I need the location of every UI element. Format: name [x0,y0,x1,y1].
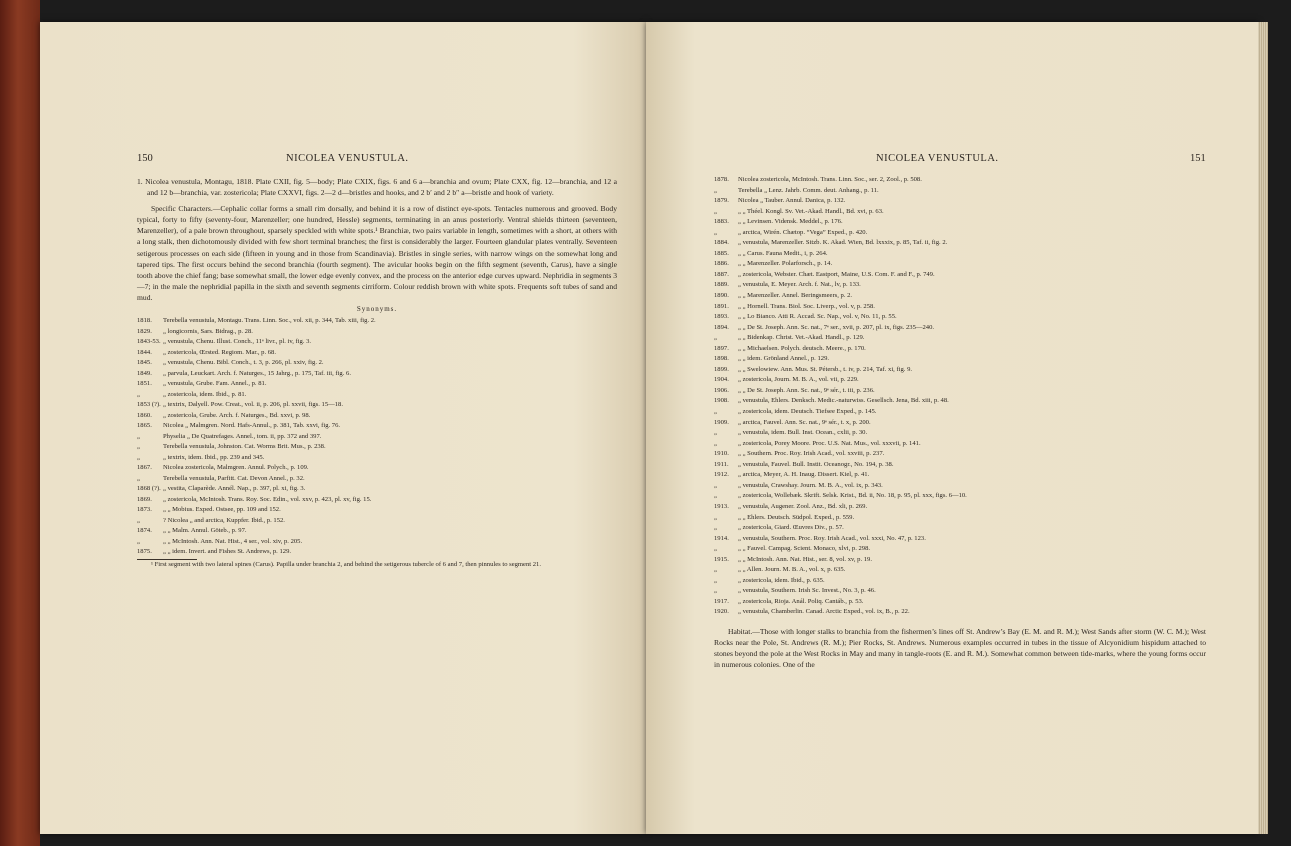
synonym-entry [714,565,1206,576]
synonym-entry [714,607,1206,618]
synonym-year: 1899. [714,365,729,373]
synonym-year: „ [714,524,717,532]
synonym-year: 1913. [714,502,729,510]
synonym-year: „ [714,576,717,584]
synonym-year: „ [714,587,717,595]
synonym-entry [137,358,617,369]
synonym-citation: „ arctica, Fauvel. Ann. Sc. nat., 9ᵉ sér., t. x, p. 200. [738,418,871,426]
synonym-citation: Nicolea „ Malmgren. Nord. Hafs-Annul., p. 381, Tab. xxvi, fig. 76. [163,422,341,430]
synonym-year: 1910. [714,450,729,458]
synonym-year: „ [714,513,717,521]
synonym-citation: „ venustula, Augener. Zool. Anz., Bd. xli, p. 269. [738,502,868,510]
synonym-year: 1885. [714,249,729,257]
synonym-citation: „ „ Hornell. Trans. Biol. Soc. Liverp., vol. v, p. 258. [738,302,875,310]
synonym-entry [714,407,1206,418]
synonym-entry [714,523,1206,534]
synonym-year: „ [137,453,140,461]
synonym-citation: „ „ Malm. Annul. Göteb., p. 97. [163,527,247,535]
synonym-entry [714,175,1206,186]
synonym-year: 1897. [714,344,729,352]
synonym-citation: „ venustula, Southern. Proc. Roy. Irish Acad., vol. xxxi, No. 47, p. 123. [738,534,926,542]
synonym-year: „ [137,443,140,451]
synonym-year: 1893. [714,313,729,321]
synonym-citation: „ venustula, Marenzeller. Sitzb. K. Akad. Wien, Bd. lxxxix, p. 85, Taf. ii, fig. 2. [738,239,948,247]
synonym-entry [714,249,1206,260]
synonym-citation: „ „ Ehlers. Deutsch. Südpol. Exped., p. 559. [738,513,855,521]
synonym-citation: „ zostericola, idem. Ibid., p. 81. [163,390,247,398]
synonym-year: 1890. [714,292,729,300]
synonym-year: 1887. [714,270,729,278]
synonym-entry [714,576,1206,587]
synonym-year: „ [714,566,717,574]
synonym-year: 1844. [137,348,152,356]
synonym-year: „ [714,429,717,437]
synonym-year: „ [714,207,717,215]
synonym-citation: „ „ Carus. Fauna Medit., i, p. 264. [738,249,828,257]
synonym-citation: „ zostericola, Porey Moore. Proc. U.S. Nat. Mus., vol. xxxvii, p. 141. [738,439,921,447]
synonym-citation: „ „ idem. Invert. and Fishes St. Andrews, p. 129. [163,548,292,556]
synonym-entry [137,316,617,327]
synonyms-heading: Synonyms. [356,305,398,314]
synonym-year: 1898. [714,355,729,363]
synonym-year: „ [137,390,140,398]
synonym-year: 1912. [714,471,729,479]
synonym-entry [137,337,617,348]
synonym-entry [137,484,617,495]
synonym-citation: „ „ Southern. Proc. Roy. Irish Acad., vol. xxviii, p. 237. [738,450,885,458]
synonym-citation: Terebella venustula, Johnston. Cat. Worms Brit. Mus., p. 238. [163,443,326,451]
synonym-entry [137,369,617,380]
synonym-citation: „ zostericola, idem. Ibid., p. 635. [738,576,825,584]
synonym-citation: „ zostericola, McIntosh. Trans. Roy. Soc. Edin., vol. xxv, p. 423, pl. xv, fig. 15. [163,495,372,503]
synonym-entry [714,375,1206,386]
synonym-year: 1891. [714,302,729,310]
synonym-year: 1914. [714,534,729,542]
synonym-year: 1829. [137,327,152,335]
synonym-citation: „ „ Théel. Kongl. Sv. Vet.-Akad. Handl., Bd. xvi, p. 63. [738,207,884,215]
synonym-citation: „ zostericola, Œrsted. Regiom. Mar., p. 68. [163,348,276,356]
synonym-citation: „ „ De St. Joseph. Ann. Sc. nat., 7ᵉ ser., xvii, p. 207, pl. ix, figs. 235—240. [738,323,935,331]
synonym-year: 1865. [137,422,152,430]
synonym-year: 1843-53. [137,338,161,346]
synonym-entry [137,348,617,359]
synonym-entry [137,474,617,485]
synonym-citation: „ arctica, Wirén. Chætop. “Vega” Exped., p. 420. [738,228,868,236]
synonym-year: 1868 (?). [137,485,161,493]
synonym-entry [714,386,1206,397]
synonym-year: 1904. [714,376,729,384]
synonym-entry [714,428,1206,439]
synonym-year: 1884. [714,239,729,247]
synonym-entry [714,449,1206,460]
specific-characters: Specific Characters.—Cephalic collar forms a small rim dorsally, and behind it is a row of distinct eye-spots. Tentacles numerous and grooved. Body typical, forty to fifty (seventy-four, Marenzeller; one hundred, Hessle) segments, terminating in an anus posteriorly. Ventral shields thirteen (seventeen, Marenzeller), of a pale brown throughout, sparsely speckled with white spots.¹ Branchiæ, two pairs variable in length, sometimes with a short, at others with a long stalk, then dichotomously divided with few short terminal branches; the first is considerably the larger. Fourteen glandular plates ventrally. Seventeen setigerous processes on each side (fifteen in young and in those from Scandinavia). Bristles in single series, with narrow wings on the somewhat long and tapered tips. The first occurs behind the second branchia (fourth segment). The avicular hooks begin on the fifth segment (seventh, Carus), have a single tooth above the chief fang; base somewhat small, the lower edge evenly convex, and the process on the anterior edge curves upward. Nephridia in segments 3—7; in the male the nephridial papilla in the sixth and seventh segments cirriform. Colour reddish brown with white spots. Frequents soft tubes of sand and mud. [137,204,617,302]
synonym-citation: „ „ Mobius. Exped. Ostsee, pp. 109 and 152. [163,506,281,514]
synonym-citation: „ textrix, idem. Ibid., pp. 239 and 345. [163,453,265,461]
synonym-citation: „ „ De St. Joseph. Ann. Sc. nat., 9ᵉ sér., t. iii, p. 236. [738,386,875,394]
synonym-entry [714,217,1206,228]
synonym-entry [714,207,1206,218]
synonym-citation: „ venustula, Fauvel. Bull. Instit. Oceanogr., No. 194, p. 38. [738,460,894,468]
synonym-citation: „ venustula, Ehlers. Denksch. Medic.-naturwiss. Gesellsch. Jena, Bd. xiii, p. 48. [738,397,949,405]
synonym-entry [714,291,1206,302]
synonym-entry [714,481,1206,492]
synonym-citation: „ zostericola, Journ. M. B. A., vol. vii, p. 229. [738,376,859,384]
running-head-left: NICOLEA VENUSTULA. [286,153,409,164]
synonym-year: 1853 (?). [137,401,161,409]
synonym-citation: „ „ Marenzeller. Annel. Beringsmeers, p. 2. [738,292,853,300]
synonym-entry [137,537,617,548]
synonym-entry [714,323,1206,334]
synonym-year: „ [714,186,717,194]
synonym-entry [714,238,1206,249]
synonym-citation: „ vestita, Claparède. Annél. Nap., p. 397, pl. xi, fig. 3. [163,485,306,493]
synonym-year: 1851. [137,380,152,388]
footnote: ¹ First segment with two lateral spines (Carus). Papilla under branchia 2, and behind the setigerous tubercle of 6 and 7, then pinnules to segment 21. [151,560,542,568]
synonym-year: 1878. [714,176,729,183]
synonym-citation: „ venustula, Chenu. Bibl. Conch., t. 3, p. 266, pl. xxiv, fig. 2. [163,359,324,367]
synonym-entry [714,460,1206,471]
synonym-year: „ [714,545,717,553]
synonym-citation: „ „ Michaelsen. Polych. deutsch. Meere., p. 170. [738,344,866,352]
synonym-year: 1818. [137,317,152,325]
synonym-citation: „ „ McIntosh. Ann. Nat. Hist., ser. 8, vol. xv, p. 19. [738,555,872,563]
synonym-entry [714,280,1206,291]
synonym-year: „ [137,432,140,440]
synonym-entry [714,365,1206,376]
synonym-entry [714,418,1206,429]
synonym-entry [137,421,617,432]
synonym-year: 1869. [137,495,152,503]
synonym-year: 1886. [714,260,729,268]
synonym-entry [137,327,617,338]
synonym-entry [714,228,1206,239]
synonym-year: 1879. [714,197,729,205]
page-number-right: 151 [1190,153,1206,164]
synonym-entry [137,379,617,390]
synonym-citation: „ „ Levinsen. Vidensk. Meddel., p. 176. [738,218,843,226]
synonym-year: 1894. [714,323,729,331]
synonym-citation: „ venustula, Chamberlin. Canad. Arctic Exped., vol. ix, B., p. 22. [738,608,910,616]
synonym-citation: Nicolea zostericola, Malmgren. Annul. Polych., p. 109. [163,464,309,472]
synonym-year: 1920. [714,608,729,616]
synonym-year: „ [714,408,717,416]
synonym-citation: Terebella venustula, Parfitt. Cat. Devon Annel., p. 32. [163,474,305,482]
synonym-entry [714,354,1206,365]
synonym-year: „ [137,516,140,524]
synonym-citation: „ zostericola, Grube. Arch. f. Naturges., Bd. xxvi, p. 98. [163,411,311,419]
synonym-citation: „ venustula, Crawshay. Journ. M. B. A., vol. ix, p. 343. [738,481,883,489]
synonym-entry [137,411,617,422]
synonym-entry [137,453,617,464]
synonym-citation: „ venustula, Grube. Fam. Annel., p. 81. [163,380,267,388]
synonym-citation: „ textrix, Dalyell. Pow. Creat., vol. ii, p. 206, pl. xxvii, figs. 15—18. [163,401,343,409]
synonym-citation: „ „ Fauvel. Campag. Scient. Monaco, xlvi, p. 298. [738,545,871,553]
habitat-paragraph: Habitat.—Those with longer stalks to branchia from the fishermen’s lines off St. Andrew’s Bay (E. M. and R. M.); West Sands after storm (W. C. M.); West Rocks near the Pole, St. Andrews (R. M.); Pier Rocks, St. Andrews. Numerous examples occurred in tubes in the tissue of Alcyonidium hispidum attached to stones beyond the pole at the West Rocks in May and many in tangle-roots (E. and R. M.). Somewhat common between tide-marks, where the young forms occur in numerous colonies. One of the [714,626,1206,670]
synonym-citation: „ longicornis, Sars. Bidrag., p. 28. [163,327,253,335]
synonym-entry [137,495,617,506]
synonym-entry [137,526,617,537]
synonym-citation: „ zostericola, Wollebæk. Skrift. Selsk. Krist., Bd. ii, No. 18, p. 95, pl. xxx, figs. 6—10. [738,492,967,500]
synonym-citation: „ „ Bidenkap. Christ. Vet.-Akad. Handl., p. 129. [738,334,865,342]
synonym-citation: „ „ Marenzeller. Polarforsch., p. 14. [738,260,833,268]
synonym-entry [714,186,1206,197]
synonym-year: 1875. [137,548,152,556]
synonym-citation: „ zostericola, idem. Deutsch. Tiefsee Exped., p. 145. [738,408,877,416]
synonym-entry [714,513,1206,524]
synonym-entry [714,439,1206,450]
synonym-entry [137,432,617,443]
synonym-citation: „ arctica, Meyer, A. H. Inaug. Dissert. Kiel, p. 41. [738,471,870,479]
left-page [40,22,646,834]
synonym-entry [714,302,1206,313]
synonym-year: 1911. [714,460,729,468]
synonym-year: „ [714,228,717,236]
synonym-entry [714,344,1206,355]
synonym-entry [714,491,1206,502]
synonym-citation: „ zostericola, Rioja. Anál. Poliq. Cantáb., p. 53. [738,597,864,605]
synonym-citation: „ „ Swelowiew. Ann. Mus. St. Pétersb., t. iv, p. 214, Taf. xi, fig. 9. [738,365,913,373]
synonym-year: 1874. [137,527,152,535]
synonym-entry [137,463,617,474]
synonym-citation: „ parvula, Leuckart. Arch. f. Naturges., 15 Jahrg., p. 175, Taf. iii, fig. 6. [163,369,351,377]
synonym-year: 1909. [714,418,729,426]
left-text-column [137,176,617,570]
synonym-citation: „ venustula, E. Meyer. Arch. f. Nat., lv, p. 133. [738,281,861,289]
synonym-year: „ [137,537,140,545]
synonym-citation: Terebella „ Lenz. Jahrb. Comm. deut. Anhang., p. 11. [738,186,879,194]
synonym-entry [137,547,617,558]
synonym-entry [137,400,617,411]
synonym-entry [714,555,1206,566]
synonym-year: „ [137,474,140,482]
synonym-year: 1889. [714,281,729,289]
synonym-entry [714,396,1206,407]
synonym-citation: Terebella venustula, Montagu. Trans. Linn. Soc., vol. xii, p. 344, Tab. xiii, fig. 2. [163,317,376,325]
synonym-year: 1915. [714,555,729,563]
synonym-year: 1845. [137,359,152,367]
synonym-citation: „ „ McIntosh. Ann. Nat. Hist., 4 ser., vol. xiv, p. 205. [163,537,303,545]
synonym-citation: „ „ Lo Bianco. Atti R. Accad. Sc. Nap., vol. v, No. 11, p. 55. [738,313,897,321]
synonym-citation: „ „ idem. Grönland Annel., p. 129. [738,355,830,363]
synonym-entry [714,597,1206,608]
synonym-citation: Physelia „ De Quatrefages. Annel., tom. ii, pp. 372 and 397. [163,432,322,440]
synonym-year: 1906. [714,386,729,394]
synonym-year: 1908. [714,397,729,405]
right-text-column [714,175,1206,670]
synonym-citation: „ „ Allen. Journ. M. B. A., vol. x, p. 635. [738,566,846,574]
synonym-citation: „ venustula, Chenu. Illust. Conch., 11ᵉ livr., pl. iv, fig. 3. [163,338,312,346]
synonym-citation: ? Nicolea „ and arctica, Kuppfer. Ibid., p. 152. [163,516,285,524]
book-binding [0,0,40,846]
synonym-entry [714,470,1206,481]
synonym-year: 1849. [137,369,152,377]
synonym-entry [714,502,1206,513]
synonym-entry [137,390,617,401]
synonym-citation: „ venustula, Southern. Irish Sc. Invest., No. 3, p. 46. [738,587,876,595]
page-edges [1258,22,1268,834]
synonym-year: 1867. [137,464,152,472]
synonym-entry [714,544,1206,555]
synonym-year: „ [714,334,717,342]
running-head-right: NICOLEA VENUSTULA. [876,153,999,164]
synonym-entry [714,270,1206,281]
synonym-year: 1917. [714,597,729,605]
synonym-citation: „ zostericola, Giard. Œuvres Div., p. 57. [738,524,844,532]
synonym-year: 1883. [714,218,729,226]
synonym-entry [714,586,1206,597]
synonym-entry [714,312,1206,323]
left-synonyms-list [137,316,617,558]
synonym-year: 1873. [137,506,152,514]
synonym-year: „ [714,439,717,447]
right-synonyms-list [714,175,1206,618]
synonym-entry [714,259,1206,270]
species-entry: 1. Nicolea venustula, Montagu, 1818. Plate CXII, fig. 5—body; Plate CXIX, figs. 6 and 6 a—branchia and ovum; Plate CXX, fig. 12—branchia, and 12 a and 12 b—branchia, var. zostericola; Plate CXXVI, figs. 2—2 d—bristles and hooks, and 2 b′ and 2 b″ a—bristle and hook of variety. [137,177,617,198]
right-page [646,22,1258,834]
synonym-year: 1860. [137,411,152,419]
synonym-year: „ [714,492,717,500]
synonym-year: „ [714,481,717,489]
synonym-entry [714,196,1206,207]
synonym-entry [137,516,617,527]
synonym-entry [137,505,617,516]
synonym-entry [714,333,1206,344]
synonym-entry [137,442,617,453]
synonym-citation: „ venustula, idem. Bull. Inst. Ocean., cxlii, p. 30. [738,429,868,437]
synonym-citation: Nicolea „ Tauber. Annul. Danica, p. 132. [738,197,846,205]
synonym-citation: Nicolea zostericola, McIntosh. Trans. Linn. Soc., ser. 2, Zool., p. 508. [738,176,922,183]
synonym-entry [714,534,1206,545]
page-number-left: 150 [137,153,153,164]
synonym-citation: „ zostericola, Webster. Chæt. Eastport, Maine, U.S. Com. F. and F., p. 749. [738,270,935,278]
